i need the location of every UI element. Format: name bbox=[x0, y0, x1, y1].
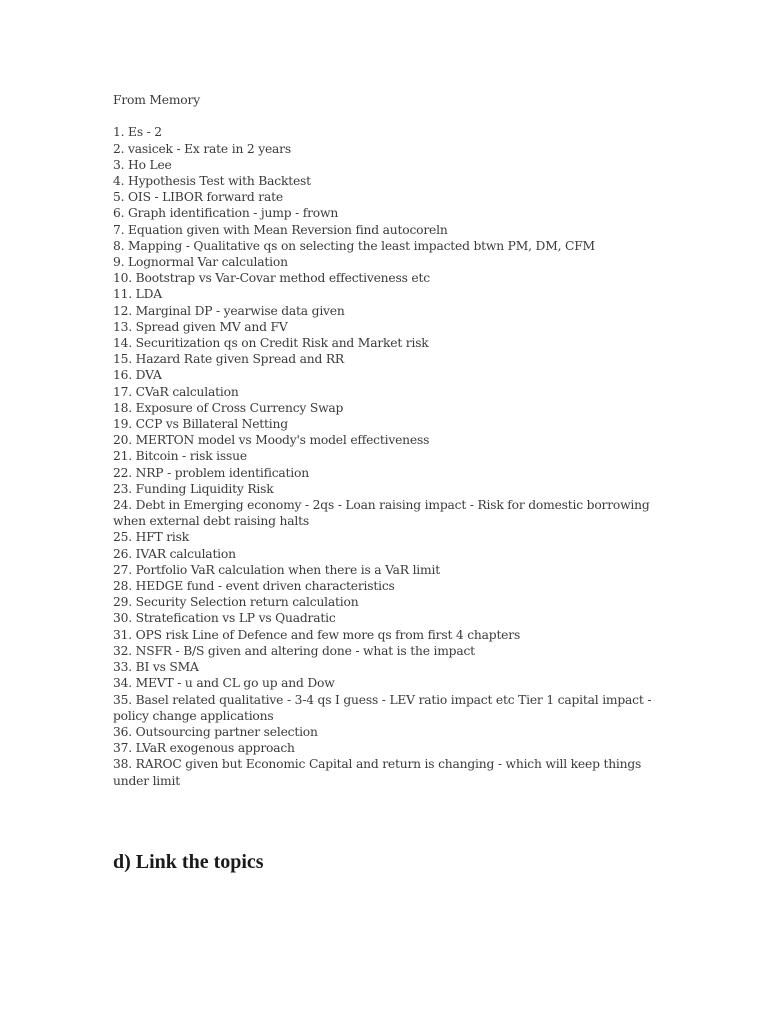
list-item: 34. MEVT - u and CL go up and Dow bbox=[113, 676, 335, 691]
list-item: 7. Equation given with Mean Reversion find autocoreln bbox=[113, 222, 448, 237]
list-item: 9. Lognormal Var calculation bbox=[113, 255, 288, 270]
list-item: 11. LDA bbox=[113, 287, 162, 302]
list-item: 15. Hazard Rate given Spread and RR bbox=[113, 352, 344, 367]
list-item: 24. Debt in Emerging economy - 2qs - Loan raising impact - Risk for domestic borrowing when external debt raising halts bbox=[113, 498, 650, 529]
list-item: 18. Exposure of Cross Currency Swap bbox=[113, 400, 344, 415]
topics-list bbox=[113, 124, 673, 788]
list-item: 14. Securitization qs on Credit Risk and Market risk bbox=[113, 336, 429, 351]
list-item: 25. HFT risk bbox=[113, 530, 190, 545]
list-item: 29. Security Selection return calculation bbox=[113, 595, 359, 610]
list-item: 1. Es - 2 bbox=[113, 125, 162, 140]
list-item: 5. OIS - LIBOR forward rate bbox=[113, 190, 283, 205]
list-item: 12. Marginal DP - yearwise data given bbox=[113, 303, 345, 318]
section-heading: d) Link the topics bbox=[113, 851, 264, 873]
list-item: 2. vasicek - Ex rate in 2 years bbox=[113, 141, 291, 156]
intro-text: From Memory bbox=[113, 93, 200, 107]
list-item: 23. Funding Liquidity Risk bbox=[113, 481, 274, 496]
list-item: 31. OPS risk Line of Defence and few more qs from first 4 chapters bbox=[113, 627, 521, 642]
list-item: 35. Basel related qualitative - 3-4 qs I guess - LEV ratio impact etc Tier 1 capital impact - policy change applications bbox=[113, 692, 652, 723]
list-item: 32. NSFR - B/S given and altering done - what is the impact bbox=[113, 643, 475, 658]
list-item: 38. RAROC given but Economic Capital and return is changing - which will keep things under limit bbox=[113, 757, 642, 788]
list-item: 37. LVaR exogenous approach bbox=[113, 741, 295, 756]
list-item: 4. Hypothesis Test with Backtest bbox=[113, 174, 311, 188]
list-item: 16. DVA bbox=[113, 368, 162, 383]
list-item: 13. Spread given MV and FV bbox=[113, 319, 288, 334]
list-item: 21. Bitcoin - risk issue bbox=[113, 449, 247, 464]
list-item: 22. NRP - problem identification bbox=[113, 465, 309, 480]
list-item: 3. Ho Lee bbox=[113, 157, 172, 172]
list-item: 26. IVAR calculation bbox=[113, 546, 236, 561]
list-item: 33. BI vs SMA bbox=[113, 660, 199, 675]
list-item: 17. CVaR calculation bbox=[113, 384, 239, 399]
list-item: 19. CCP vs Billateral Netting bbox=[113, 417, 288, 432]
list-item: 20. MERTON model vs Moody's model effectiveness bbox=[113, 433, 430, 448]
list-item: 27. Portfolio VaR calculation when there is a VaR limit bbox=[113, 562, 440, 577]
list-item: 6. Graph identification - jump - frown bbox=[113, 206, 339, 221]
notes-body bbox=[113, 92, 673, 789]
list-item: 36. Outsourcing partner selection bbox=[113, 724, 318, 739]
list-item: 8. Mapping - Qualitative qs on selecting the least impacted btwn PM, DM, CFM bbox=[113, 238, 595, 253]
list-item: 10. Bootstrap vs Var-Covar method effectiveness etc bbox=[113, 271, 430, 286]
list-item: 30. Stratefication vs LP vs Quadratic bbox=[113, 611, 336, 626]
list-item: 28. HEDGE fund - event driven characteristics bbox=[113, 579, 395, 594]
